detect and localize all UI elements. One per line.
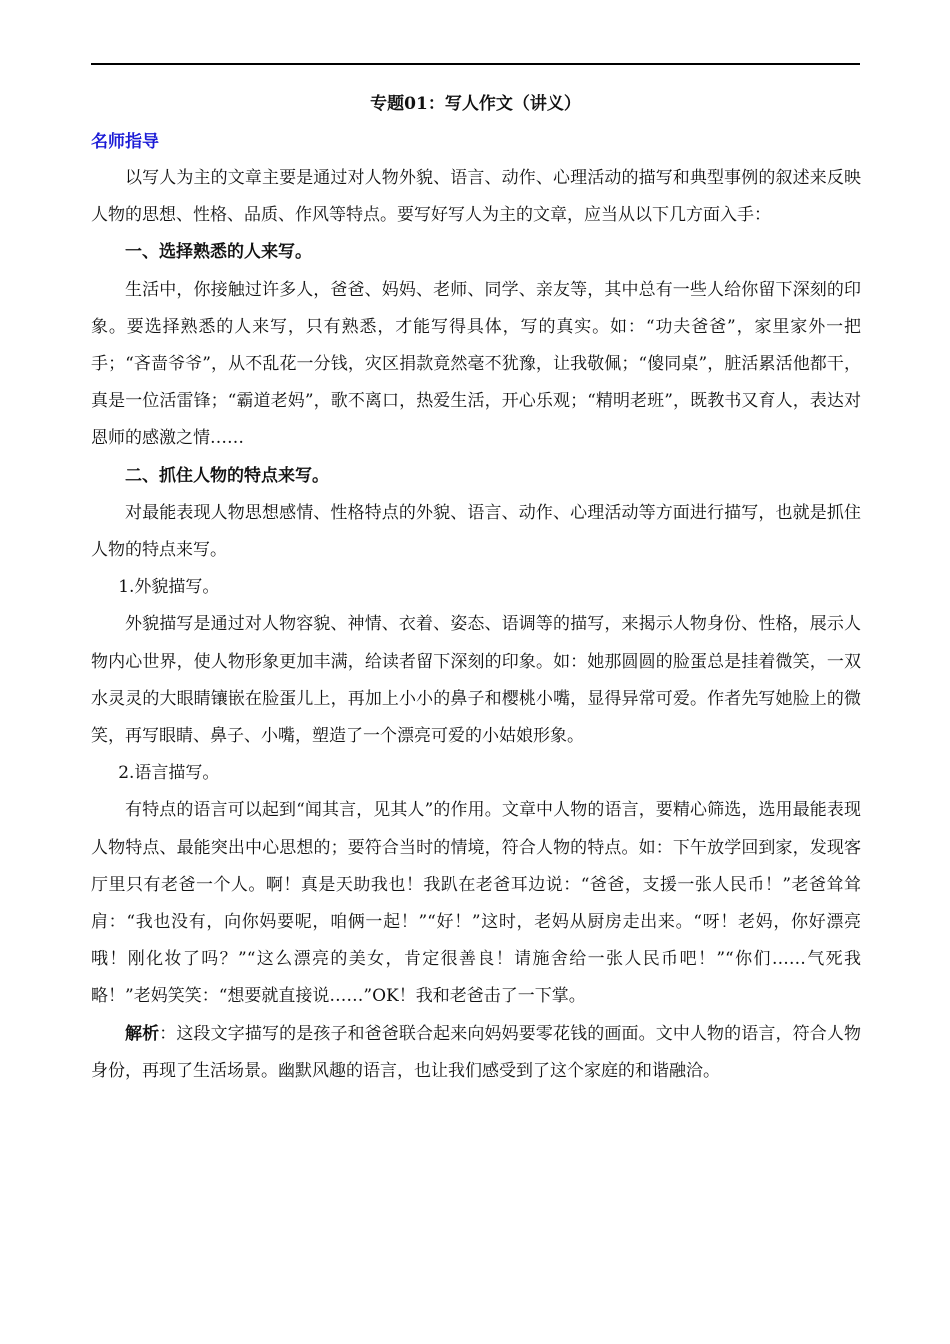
analysis-text: ：这段文字描写的是孩子和爸爸联合起来向妈妈要零花钱的画面。文中人物的语言，符合人物身份，再现了生活场景。幽默风趣的语言，也让我们感受到了这个家庭的和谐融洽。 [91,1023,862,1081]
section-label-teacher-guide: 名师指导 [91,132,159,152]
paragraph-character-traits: 对最能表现人物思想感情、性格特点的外貌、语言、动作、心理活动等方面进行描写，也就是抓住人物的特点来写。 [91,502,861,561]
heading-choose-familiar-person: 一、选择熟悉的人来写。 [125,242,312,263]
subheading-language: 2.语言描写。 [118,763,220,784]
heading-character-traits: 二、抓住人物的特点来写。 [125,465,329,486]
analysis-label: 解析 [125,1023,160,1044]
header-rule [91,63,860,65]
document-title: 专题01：写人作文（讲义） [370,94,581,114]
paragraph-language: 有特点的语言可以起到“闻其言，见其人”的作用。文章中人物的语言，要精心筛选，选用最能表现人物特点、最能突出中心思想的；要符合当时的情境，符合人物的特点。如：下午放学回到家，发现客厅里只有老爸一个人。啊！真是天助我也！我趴在老爸耳边说：“爸爸，支援一张人民币！”老爸耸耸肩：“我也没有，向你妈要呢，咱俩一起！”“好！”这时，老妈从厨房走出来。“呀！老妈，你好漂亮哦！刚化妆了吗？”“这么漂亮的美女，肯定很善良！请施舍给一张人民币吧！”“你们……气死我略！”老妈笑笑：“想要就直接说……”OK！我和老爸击了一下掌。 [91,800,861,1007]
intro-paragraph: 以写人为主的文章主要是通过对人物外貌、语言、动作、心理活动的描写和典型事例的叙述来反映人物的思想、性格、品质、作风等特点。要写好写人为主的文章，应当从以下几方面入手： [91,168,861,226]
analysis-paragraph [91,1016,861,1090]
document-body [91,160,861,1090]
subheading-appearance: 1.外貌描写。 [118,577,220,598]
paragraph-familiar-person: 生活中，你接触过许多人，爸爸、妈妈、老师、同学、亲友等，其中总有一些人给你留下深刻的印象。要选择熟悉的人来写，只有熟悉，才能写得具体，写的真实。如：“功夫爸爸”，家里家外一把手；“吝啬爷爷”，从不乱花一分钱，灾区捐款竟然毫不犹豫，让我敬佩；“傻同桌”，脏活累活他都干，真是一位活雷锋；“霸道老妈”，歌不离口，热爱生活，开心乐观；“精明老班”，既教书又育人，表达对恩师的感激之情…… [91,279,861,449]
paragraph-appearance: 外貌描写是通过对人物容貌、神情、衣着、姿态、语调等的描写，来揭示人物身份、性格，展示人物内心世界，使人物形象更加丰满，给读者留下深刻的印象。如：她那圆圆的脸蛋总是挂着微笑，一双水灵灵的大眼睛镶嵌在脸蛋儿上，再加上小小的鼻子和樱桃小嘴，显得异常可爱。作者先写她脸上的微笑，再写眼睛、鼻子、小嘴，塑造了一个漂亮可爱的小姑娘形象。 [91,614,861,747]
